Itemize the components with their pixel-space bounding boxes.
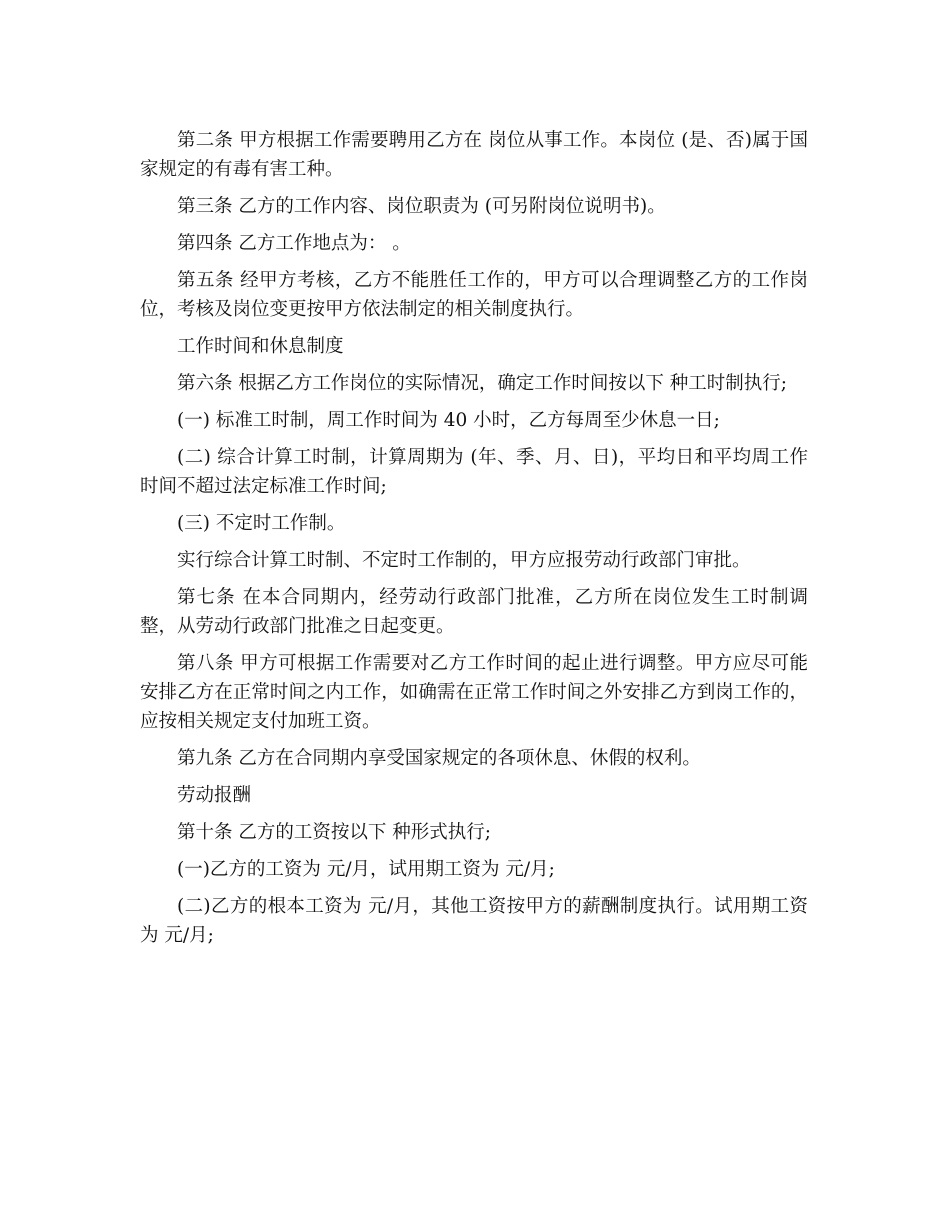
clause-2: 第二条 甲方根据工作需要聘用乙方在 岗位从事工作。本岗位 (是、否)属于国家规定的有毒有害工种。 — [140, 130, 808, 180]
clause-6: 第六条 根据乙方工作岗位的实际情况，确定工作时间按以下 种工时制执行; — [177, 373, 787, 394]
clause-10: 第十条 乙方的工资按以下 种形式执行; — [177, 822, 491, 843]
clause-5: 第五条 经甲方考核，乙方不能胜任工作的，甲方可以合理调整乙方的工作岗位，考核及岗位变更按甲方依法制定的相关制度执行。 — [140, 270, 808, 320]
section-heading-remuneration: 劳动报酬 — [177, 785, 252, 806]
clause-7: 第七条 在本合同期内，经劳动行政部门批准，乙方所在岗位发生工时制调整，从劳动行政部门批准之日起变更。 — [140, 587, 808, 637]
clause-6-item-2: (二) 综合计算工时制，计算周期为 (年、季、月、日)，平均日和平均周工作时间不超过法定标准工作时间; — [140, 447, 808, 497]
clause-9: 第九条 乙方在合同期内享受国家规定的各项休息、休假的权利。 — [177, 748, 701, 769]
clause-3: 第三条 乙方的工作内容、岗位职责为 (可另附岗位说明书)。 — [177, 196, 666, 217]
clause-6-item-3: (三) 不定时工作制。 — [177, 513, 346, 534]
document-page — [140, 126, 808, 958]
clause-6-item-1: (一) 标准工时制，周工作时间为 40 小时，乙方每周至少休息一日; — [177, 410, 720, 431]
clause-8: 第八条 甲方可根据工作需要对乙方工作时间的起止进行调整。甲方应尽可能安排乙方在正常时间之内工作，如确需在正常工作时间之外安排乙方到岗工作的，应按相关规定支付加班工资。 — [140, 653, 808, 732]
section-heading-working-hours: 工作时间和休息制度 — [177, 336, 344, 357]
clause-10-item-1: (一)乙方的工资为 元/月，试用期工资为 元/月; — [177, 859, 555, 880]
clause-4: 第四条 乙方工作地点为： 。 — [177, 233, 411, 254]
clause-10-item-2: (二)乙方的根本工资为 元/月，其他工资按甲方的薪酬制度执行。试用期工资为 元/月; — [140, 896, 808, 946]
clause-6-note: 实行综合计算工时制、不定时工作制的，甲方应报劳动行政部门审批。 — [177, 550, 751, 571]
